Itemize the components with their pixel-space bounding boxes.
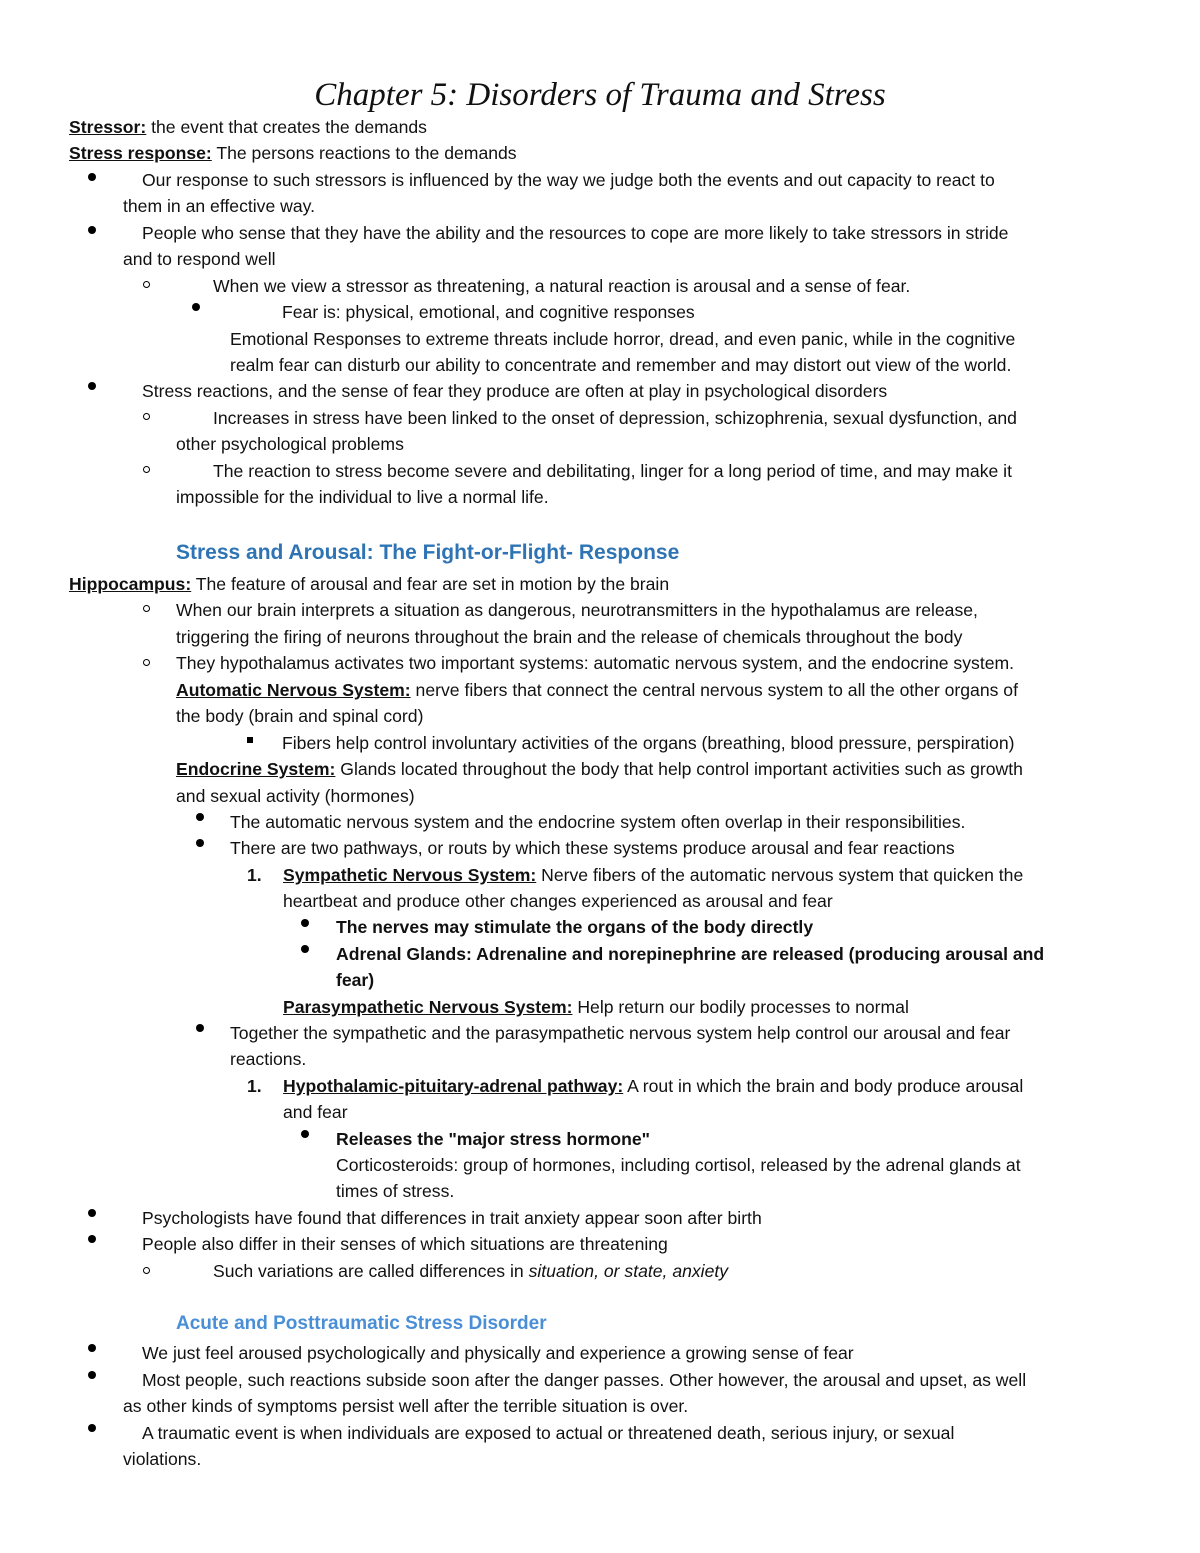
list-number: 1. (247, 1076, 262, 1096)
list-item: A traumatic event is when individuals are exposed to actual or threatened death, serious injury, or sexual (142, 1423, 955, 1443)
stress-response-definition: Stress response: The persons reactions to the demands (69, 143, 517, 163)
bullet-icon (88, 1209, 96, 1217)
list-item: Our response to such stressors is influenced by the way we judge both the events and out capacity to react to (142, 170, 995, 190)
list-item: Together the sympathetic and the parasympathetic nervous system help control our arousal and fear (230, 1023, 1011, 1043)
list-item: When our brain interprets a situation as dangerous, neurotransmitters in the hypothalamus are release, (176, 600, 978, 620)
list-item: The automatic nervous system and the endocrine system often overlap in their responsibilities. (230, 812, 966, 832)
hippocampus-definition: Hippocampus: The feature of arousal and fear are set in motion by the brain (69, 574, 670, 594)
paragraph-line: Emotional Responses to extreme threats include horror, dread, and even panic, while in the cognitive (230, 329, 1016, 349)
list-item-continued: other psychological problems (176, 434, 404, 454)
list-item-continued: triggering the firing of neurons throughout the brain and the release of chemicals throughout the body (176, 627, 963, 647)
hpa-definition: Hypothalamic-pituitary-adrenal pathway: A rout in which the brain and body produce arousal (283, 1076, 1024, 1096)
circle-bullet-icon (143, 659, 150, 666)
bullet-icon (196, 839, 204, 847)
list-item-continued: and sexual activity (hormones) (176, 786, 415, 806)
stressor-term: Stressor: (69, 117, 147, 137)
bullet-icon (88, 1344, 96, 1352)
list-item: Fear is: physical, emotional, and cognitive responses (282, 302, 695, 322)
circle-bullet-icon (143, 1267, 150, 1274)
bullet-icon (88, 1424, 96, 1432)
list-item-continued: reactions. (230, 1049, 307, 1069)
bullet-icon (196, 813, 204, 821)
circle-bullet-icon (143, 466, 150, 473)
paragraph-line: realm fear can disturb our ability to concentrate and remember and may distort out view of the world. (230, 355, 1012, 375)
bullet-icon (301, 1130, 309, 1138)
bullet-icon (88, 226, 96, 234)
list-item: People also differ in their senses of which situations are threatening (142, 1234, 668, 1254)
list-item: Fibers help control involuntary activities of the organs (breathing, blood pressure, perspiration) (282, 733, 1015, 753)
stressor-definition: Stressor: the event that creates the demands (69, 117, 427, 137)
circle-bullet-icon (143, 605, 150, 612)
bullet-icon (88, 382, 96, 390)
circle-bullet-icon (143, 281, 150, 288)
list-item: There are two pathways, or routs by which these systems produce arousal and fear reactions (230, 838, 955, 858)
bullet-icon (88, 1371, 96, 1379)
list-item-continued: violations. (123, 1449, 202, 1469)
stress-response-term: Stress response: (69, 143, 212, 163)
list-item-continued: them in an effective way. (123, 196, 316, 216)
list-item: The reaction to stress become severe and debilitating, linger for a long period of time, and may make it (213, 461, 1012, 481)
bullet-icon (88, 1235, 96, 1243)
list-item: Stress reactions, and the sense of fear they produce are often at play in psychological disorders (142, 381, 888, 401)
page-title: Chapter 5: Disorders of Trauma and Stress (314, 77, 886, 113)
endocrine-definition: Endocrine System: Glands located throughout the body that help control important activities such as growth (176, 759, 1023, 779)
sympathetic-definition: Sympathetic Nervous System: Nerve fibers of the automatic nervous system that quicken the (283, 865, 1024, 885)
section-heading: Stress and Arousal: The Fight-or-Flight- Response (176, 541, 680, 564)
list-item-continued: fear) (336, 970, 375, 990)
list-item: Releases the "major stress hormone" (336, 1129, 650, 1149)
list-item: The nerves may stimulate the organs of the body directly (336, 917, 814, 937)
list-item-continued: and fear (283, 1102, 348, 1122)
list-item: Adrenal Glands: Adrenaline and norepinephrine are released (producing arousal and (336, 944, 1045, 964)
paragraph-line: Corticosteroids: group of hormones, including cortisol, released by the adrenal glands at (336, 1155, 1021, 1175)
list-item: When we view a stressor as threatening, a natural reaction is arousal and a sense of fear. (213, 276, 911, 296)
paragraph-line: times of stress. (336, 1181, 455, 1201)
list-item-continued: impossible for the individual to live a normal life. (176, 487, 549, 507)
list-item: People who sense that they have the ability and the resources to cope are more likely to take stressors in stride (142, 223, 1009, 243)
list-item-continued: heartbeat and produce other changes experienced as arousal and fear (283, 891, 833, 911)
square-bullet-icon (247, 737, 253, 743)
bullet-icon (301, 945, 309, 953)
list-item-continued: the body (brain and spinal cord) (176, 706, 424, 726)
list-item: They hypothalamus activates two important systems: automatic nervous system, and the endocrine system. (176, 653, 1015, 673)
bullet-icon (301, 919, 309, 927)
bullet-icon (192, 303, 200, 311)
list-item: Most people, such reactions subside soon after the danger passes. Other however, the arousal and upset, as well (142, 1370, 1027, 1390)
parasympathetic-definition: Parasympathetic Nervous System: Help return our bodily processes to normal (283, 997, 909, 1017)
list-item: Psychologists have found that differences in trait anxiety appear soon after birth (142, 1208, 762, 1228)
bullet-icon (196, 1024, 204, 1032)
list-item: Increases in stress have been linked to the onset of depression, schizophrenia, sexual dysfunction, and (213, 408, 1017, 428)
list-item: We just feel aroused psychologically and physically and experience a growing sense of fear (142, 1343, 854, 1363)
bullet-icon (88, 173, 96, 181)
ans-definition: Automatic Nervous System: nerve fibers that connect the central nervous system to all the other organs of (176, 680, 1018, 700)
list-item-continued: as other kinds of symptoms persist well after the terrible situation is over. (123, 1396, 689, 1416)
circle-bullet-icon (143, 413, 150, 420)
section-heading: Acute and Posttraumatic Stress Disorder (176, 1313, 547, 1334)
list-item-continued: and to respond well (123, 249, 276, 269)
list-item: Such variations are called differences in situation, or state, anxiety (213, 1261, 729, 1281)
list-number: 1. (247, 865, 262, 885)
